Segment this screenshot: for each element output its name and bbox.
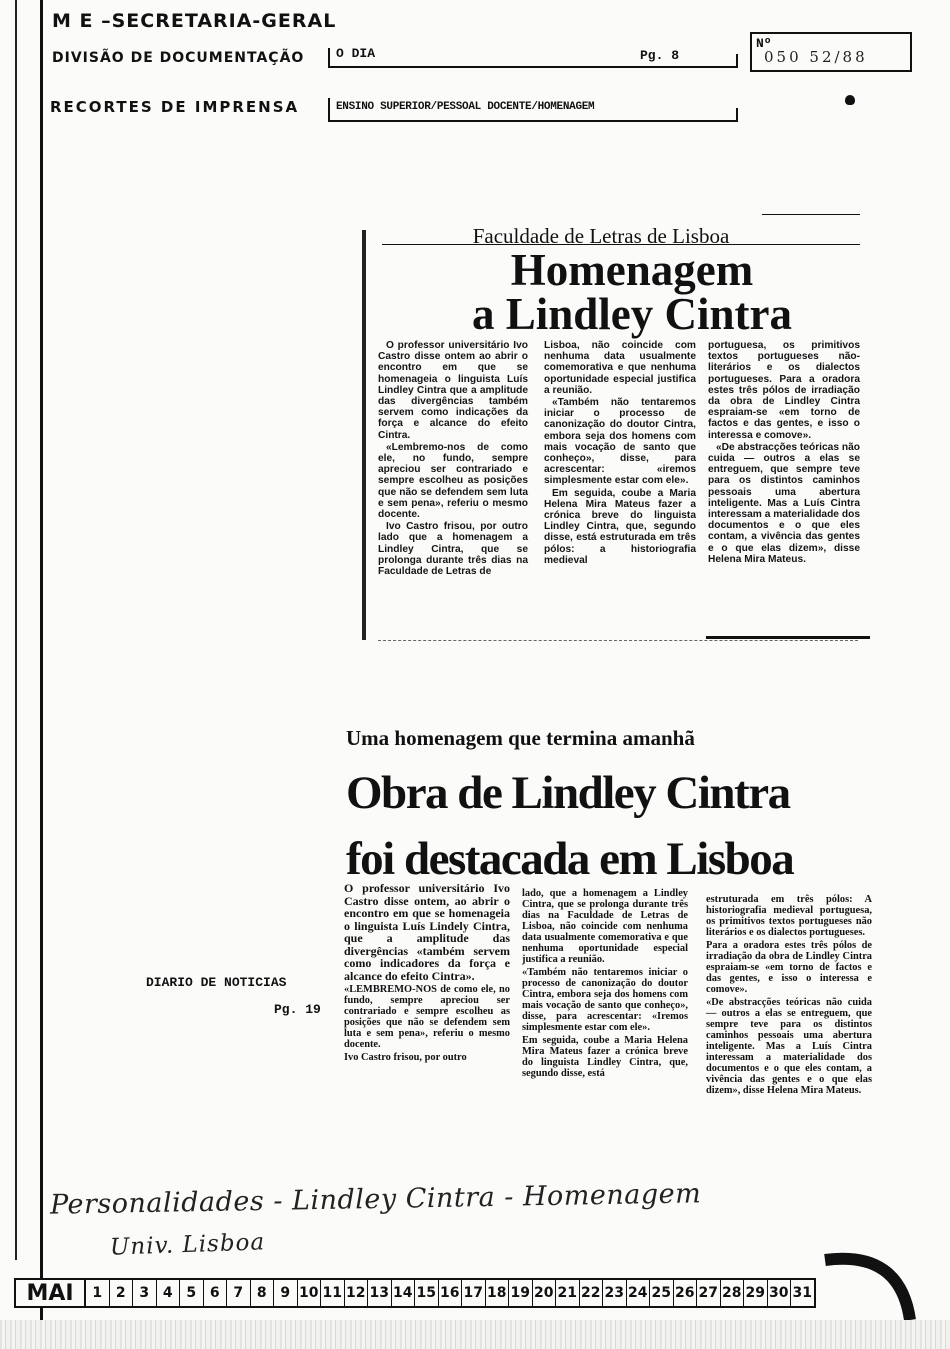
- division-line: DIVISÃO DE DOCUMENTAÇÃO: [52, 50, 305, 66]
- paragraph: Para a oradora estes três pólos de irradiação da obra de Lindley Cintra espraiam-se «em torno de factos e das gentes, e isso o interessa e comove».: [706, 940, 872, 995]
- day-cell: 12: [345, 1280, 369, 1306]
- clipping-o-dia: [362, 212, 870, 644]
- day-cell: 23: [603, 1280, 627, 1306]
- day-cell: 8: [251, 1280, 275, 1306]
- day-cell: 26: [674, 1280, 698, 1306]
- paragraph: Ivo Castro frisou, por outro lado que a homenagem a Lindley Cintra, que se prolonga durante três dias na Faculdade de Letras de: [378, 521, 528, 578]
- day-cell: 5: [180, 1280, 204, 1306]
- headline-line2: a Lindley Cintra: [471, 289, 793, 339]
- scan-noise-band: [0, 1320, 950, 1349]
- day-cell: 3: [133, 1280, 157, 1306]
- reference-number: 050 52/88: [764, 48, 868, 66]
- handwritten-institution: Univ. Lisboa: [109, 1229, 266, 1261]
- ink-spot: [845, 95, 855, 105]
- day-cell: 29: [744, 1280, 768, 1306]
- day-cell: 31: [792, 1285, 812, 1301]
- clipping-diario-noticias: [340, 722, 880, 1162]
- day-cell: 18: [486, 1280, 510, 1306]
- day-cell: 2: [110, 1280, 134, 1306]
- headline-line1: Homenagem: [510, 245, 754, 295]
- paragraph: O professor universitário Ivo Castro disse ontem ao abrir o encontro em que se homenageia o linguista Luís Lindley Cintra que a amplitude das divergências também servem como indicações da força e alcance do efeito Cintra.: [378, 340, 528, 441]
- day-cell: 7: [227, 1280, 251, 1306]
- paragraph: Em seguida, coube a Maria Helena Mira Mateus fazer a crónica breve do linguista Lindley Cintra, que, segundo disse, está estruturada em três pólos: a historiografia medieval: [544, 487, 696, 566]
- day-cell: 20: [533, 1280, 557, 1306]
- number-label: Nº: [756, 36, 772, 51]
- day-cell: 21: [556, 1280, 580, 1306]
- reference-number-box: [750, 32, 912, 72]
- page-number: Pg. 8: [640, 48, 680, 63]
- day-cells: [86, 1280, 814, 1306]
- ministry-line: M E –SECRETARIA-GERAL: [52, 10, 337, 32]
- day-cell: 14: [392, 1280, 416, 1306]
- day-cell: 16: [439, 1280, 463, 1306]
- day-cell: 10: [298, 1280, 322, 1306]
- paragraph: portuguesa, os primitivos textos portugueses não-literários e os dialectos portugueses. Para a oradora estes três pólos de irradiação da obra de Lindley Cintra espraiam-se «em torno de factos e das gentes, e isso o interessa e comove».: [708, 340, 860, 441]
- article-column-2: [522, 888, 688, 1081]
- kicker: Uma homenagem que termina amanhã: [346, 726, 695, 750]
- article-column-3: [708, 340, 860, 566]
- paragraph: lado, que a homenagem a Lindley Cintra, que se prolonga durante três dias na Faculdade de Letras de Lisboa, não coincide com nenhuma data usualmente comemorativa e que nenhuma oportunidade especial justifica a reunião.: [522, 888, 688, 965]
- month-day-strip: [14, 1278, 816, 1308]
- article-column-3: [706, 894, 872, 1098]
- day-cell: 22: [580, 1280, 604, 1306]
- second-source-name: DIARIO DE NOTICIAS: [146, 975, 287, 990]
- second-page-number: Pg. 19: [274, 1002, 321, 1017]
- kicker: Faculdade de Letras de Lisboa: [472, 224, 730, 248]
- paragraph: estruturada em três pólos: A historiografia medieval portuguesa, os primitivos textos portugueses não literários e os dialectos portugueses.: [706, 894, 872, 938]
- day-cell: 1: [86, 1280, 110, 1306]
- article-column-1: [378, 340, 528, 578]
- day-cell: 27: [697, 1280, 721, 1306]
- source-name: O DIA: [336, 46, 376, 61]
- day-cell: 9: [274, 1280, 298, 1306]
- handwritten-classification: Personalidades - Lindley Cintra - Homenagem: [49, 1178, 702, 1221]
- headline-line1: Obra de Lindley Cintra: [346, 767, 790, 819]
- day-cell: 15: [415, 1280, 439, 1306]
- month-label: MAI: [16, 1280, 86, 1306]
- day-cell: 11: [321, 1280, 345, 1306]
- day-cell: 6: [204, 1280, 228, 1306]
- lead-paragraph: O professor universitário Ivo Castro disse ontem, ao abrir o encontro em que se homenageia o linguista Luís Lindely Cintra, que a amplitude das divergências «também servem como indicadores da força e alcance do efeito Cintra».: [344, 881, 510, 983]
- day-cell: 17: [462, 1280, 486, 1306]
- paragraph: Lisboa, não coincide com nenhuma data usualmente comemorativa e que nenhuma oportunidade especial justifica a reunião.: [544, 340, 696, 396]
- left-border-outer: [15, 0, 17, 1260]
- day-cell: 19: [509, 1280, 533, 1306]
- article-column-1: [344, 882, 510, 1065]
- paragraph: Ivo Castro frisou, por outro: [344, 1052, 467, 1063]
- press-clippings-title: RECORTES DE IMPRENSA: [50, 98, 300, 116]
- paragraph: Em seguida, coube a Maria Helena Mira Mateus fazer a crónica breve do linguista Lindley Cintra, que, segundo disse, está: [522, 1035, 688, 1079]
- left-border: [40, 0, 43, 1349]
- day-cell: 25: [650, 1280, 674, 1306]
- paragraph: «Também não tentaremos iniciar o processo de canonização do doutor Cintra, embora seja dos homens com mais vocação de santo que conheço», disse, para acrescentar: «iremos simplesmente estar com ele».: [544, 397, 696, 487]
- paragraph: «Também não tentaremos iniciar o processo de canonização do doutor Cintra, embora seja dos homens com mais vocação de santo que conheço», disse, para acrescentar: «Iremos simplesmente estar com ele».: [522, 967, 688, 1033]
- subject-text: ENSINO SUPERIOR/PESSOAL DOCENTE/HOMENAGEM: [336, 101, 595, 113]
- day-cell: 30: [768, 1280, 792, 1306]
- article-column-2: [544, 340, 696, 567]
- paragraph: «LEMBREMO-NOS de como ele, no fundo, sempre apreciou ser contrariado e sempre escolheu as posições que não se defendem sem luta e sem pena», referiu o mesmo docente.: [344, 984, 510, 1050]
- day-cell: 28: [721, 1280, 745, 1306]
- day-cell: 4: [157, 1280, 181, 1306]
- paragraph: «De abstracções teóricas não cuida — outros a elas se entreguem, que sempre teve para os distintos caminhos pessoais uma abertura inteligente. Mas a Luís Cintra interessam a materialidade dos documentos e o que eles contam, a vivência das gentes e o que elas dizem», disse Helena Mira Mateus.: [708, 441, 860, 565]
- paragraph: «De abstracções teóricas não cuida — outros a elas se entreguem, que sempre teve para os distintos caminhos pessoais uma abertura inteligente. Mas a Luís Cintra interessam a materialidade dos documentos e o que eles contam, a vivência das gentes e o que elas dizem», disse Helena Mira Mateus.: [706, 997, 872, 1096]
- subject-field: [328, 96, 738, 122]
- day-cell: 24: [627, 1280, 651, 1306]
- paragraph: «Lembremo-nos de como ele, no fundo, sempre apreciou ser contrariado e sempre escolheu as posições que não se defendem sem luta e sem pena», referiu o mesmo docente.: [378, 441, 528, 521]
- day-cell: 13: [368, 1280, 392, 1306]
- source-field: [328, 44, 738, 66]
- headline-line2: foi destacada em Lisboa: [346, 833, 794, 885]
